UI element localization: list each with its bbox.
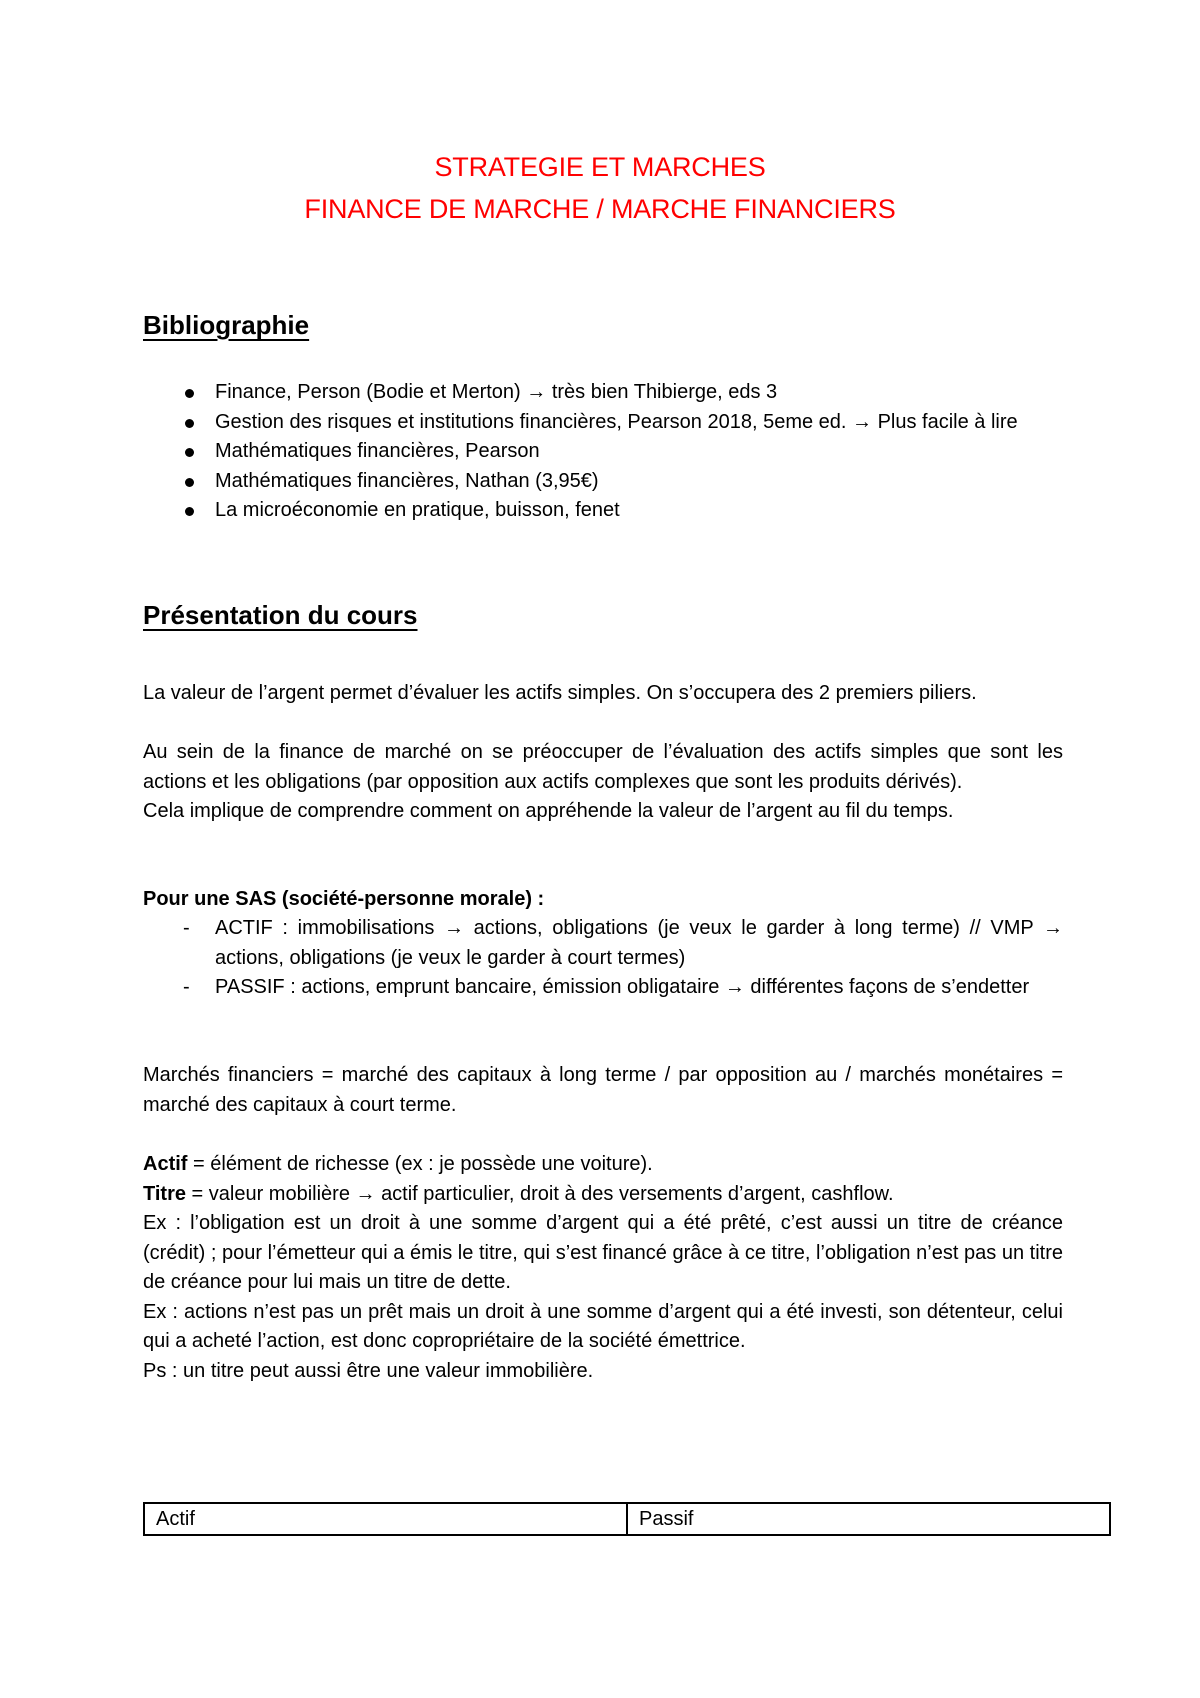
document-title-line1: STRATEGIE ET MARCHES	[434, 152, 766, 182]
list-item-text: Mathématiques financières, Pearson	[215, 440, 540, 462]
list-item-text: ACTIF : immobilisations → actions, obligations (je veux le garder à long terme) // VMP → actions, obligations (je veux le garder à court termes)	[215, 917, 1063, 969]
table-header-actif: Actif	[156, 1508, 195, 1530]
paragraph-finance-marche	[143, 738, 1063, 827]
list-item-text: Gestion des risques et institutions financières, Pearson 2018, 5eme ed. → Plus facile à lire	[215, 410, 1018, 433]
bibliographie-heading: Bibliographie	[143, 310, 310, 340]
actif-term: Actif	[143, 1153, 188, 1175]
presentation-heading: Présentation du cours	[143, 600, 418, 630]
list-item	[0, 467, 1070, 497]
actif-definition: = élément de richesse (ex : je possède une voiture).	[187, 1153, 653, 1175]
bullet-icon	[185, 478, 194, 487]
list-item	[0, 408, 1070, 438]
sas-label: Pour une SAS (société-personne morale) :	[143, 888, 545, 910]
list-item-text: Mathématiques financières, Nathan (3,95€)	[215, 469, 599, 492]
list-item	[0, 914, 1063, 973]
list-item-text: PASSIF : actions, emprunt bancaire, émission obligataire → différentes façons de s’endetter	[215, 976, 1030, 998]
list-item	[0, 437, 1070, 467]
actif-passif-table	[143, 1502, 1111, 1536]
document-title-line2: FINANCE DE MARCHE / MARCHE FINANCIERS	[304, 194, 896, 224]
paragraph-valeur-argent: La valeur de l’argent permet d’évaluer les actifs simples. On s’occupera des 2 premiers piliers.	[143, 682, 977, 704]
paragraph-definitions	[143, 1150, 1063, 1386]
bullet-icon	[185, 507, 194, 516]
table-header-passif: Passif	[626, 1504, 1109, 1534]
dash-bullet: -	[183, 976, 190, 998]
paragraph-marches-financiers: Marchés financiers = marché des capitaux à long terme / par opposition au / marchés monétaires = marché des capitaux à court terme.	[143, 1064, 1063, 1116]
list-item-text: Finance, Person (Bodie et Merton) → très bien Thibierge, eds 3	[215, 381, 778, 403]
example-actions: Ex : actions n’est pas un prêt mais un droit à une somme d’argent qui a été investi, son détenteur, celui qui a acheté l’action, est donc copropriétaire de la société émettrice.	[143, 1300, 1063, 1352]
example-obligation: Ex : l’obligation est un droit à une somme d’argent qui a été prêté, c’est aussi un titre de créance (crédit) ; pour l’émetteur qui a émis le titre, qui s’est financé grâce à ce titre, l’obligation n’est pas un titre de créance pour lui mais un titre de dette.	[143, 1212, 1063, 1293]
list-item	[0, 496, 1070, 526]
bullet-icon	[185, 419, 194, 428]
dash-bullet: -	[183, 917, 190, 939]
titre-definition: = valeur mobilière → actif particulier, droit à des versements d’argent, cashflow.	[185, 1182, 894, 1205]
list-item	[0, 378, 1070, 408]
paragraph-text: Au sein de la finance de marché on se préoccuper de l’évaluation des actifs simples que sont les actions et les obligations (par opposition aux actifs complexes que sont les produits dérivés).	[143, 741, 1063, 793]
list-item-text: La microéconomie en pratique, buisson, fenet	[215, 499, 620, 521]
bullet-icon	[185, 389, 194, 398]
bibliographie-list	[0, 378, 1200, 526]
ps-note: Ps : un titre peut aussi être une valeur immobilière.	[143, 1359, 594, 1382]
bullet-icon	[185, 448, 194, 457]
list-item	[0, 973, 1063, 1003]
paragraph-text: Cela implique de comprendre comment on appréhende la valeur de l’argent au fil du temps.	[143, 800, 954, 822]
actif-passif-list	[0, 914, 1200, 1003]
titre-term: Titre	[143, 1182, 186, 1205]
